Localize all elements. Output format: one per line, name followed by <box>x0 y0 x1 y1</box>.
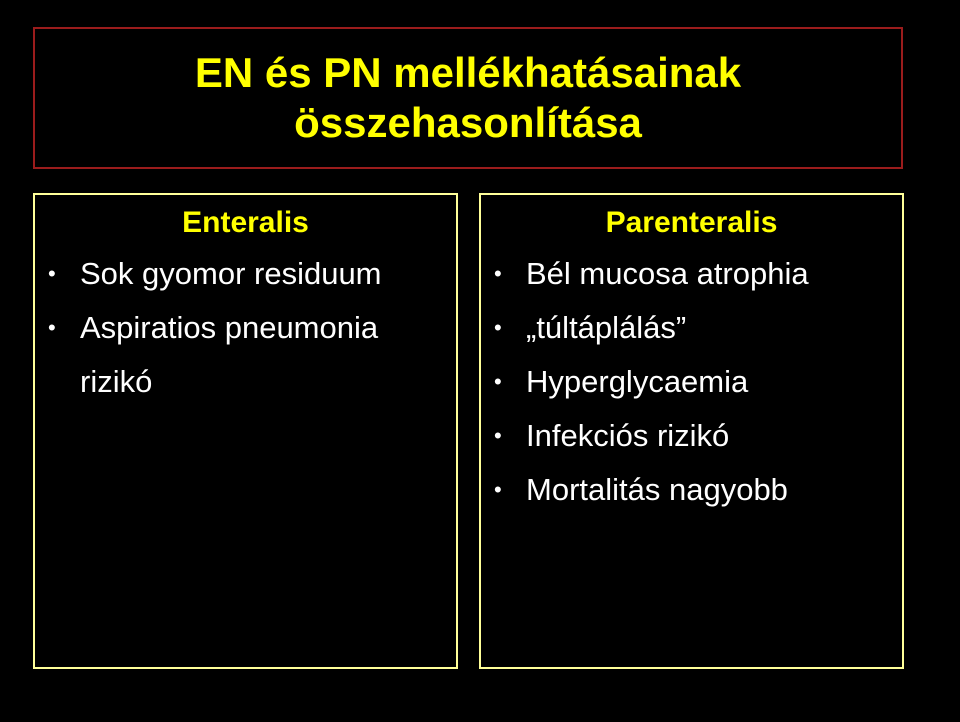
list-item <box>481 247 902 301</box>
bullet-icon: • <box>494 315 502 340</box>
parenteral-column <box>479 193 904 669</box>
parenteral-item-text: Hyperglycaemia <box>526 364 749 399</box>
list-item <box>481 301 902 355</box>
parenteral-item-text: Mortalitás nagyobb <box>526 472 788 507</box>
list-item <box>481 463 902 517</box>
bullet-icon: • <box>48 261 56 286</box>
parenteral-item-text: Bél mucosa atrophia <box>526 256 809 291</box>
enteral-list <box>35 247 456 409</box>
list-item <box>35 301 456 409</box>
slide-title-line-2: összehasonlítása <box>294 99 642 146</box>
enteral-column <box>33 193 458 669</box>
enteral-heading: Enteralis <box>182 206 309 239</box>
parenteral-item-text: Infekciós rizikó <box>526 418 730 453</box>
bullet-icon: • <box>48 315 56 340</box>
parenteral-item-text: „túltáplálás” <box>526 310 687 345</box>
slide-title-box <box>33 27 903 169</box>
list-item <box>35 247 456 301</box>
bullet-icon: • <box>494 369 502 394</box>
parenteral-heading: Parenteralis <box>605 206 778 239</box>
parenteral-list <box>481 247 902 517</box>
list-item <box>481 409 902 463</box>
bullet-icon: • <box>494 261 502 286</box>
bullet-icon: • <box>494 477 502 502</box>
slide-title-line-1: EN és PN mellékhatásainak <box>194 49 742 96</box>
bullet-icon: • <box>494 423 502 448</box>
enteral-item-text: Aspiratios pneumonia rizikó <box>80 310 379 399</box>
enteral-item-text: Sok gyomor residuum <box>80 256 382 291</box>
list-item <box>481 355 902 409</box>
